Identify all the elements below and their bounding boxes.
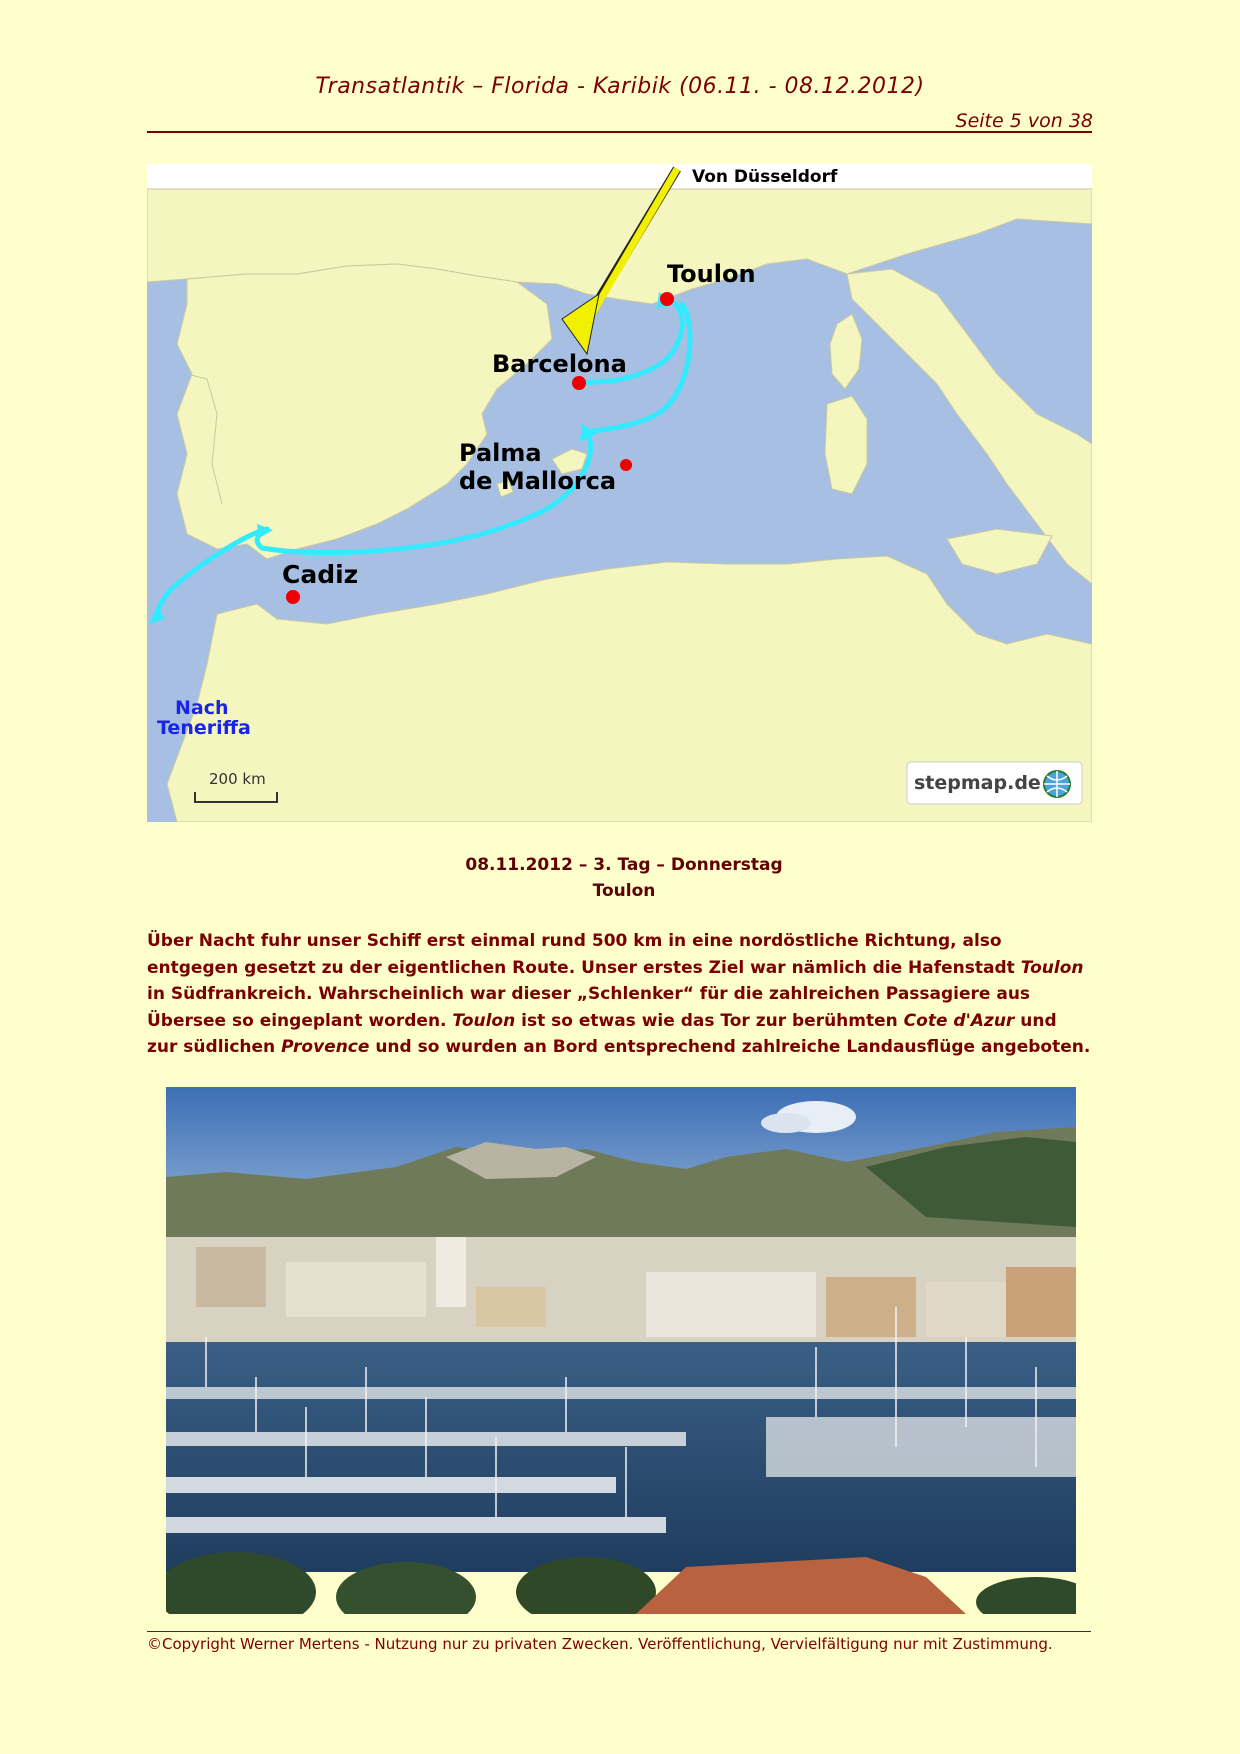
photo-building-3: [476, 1287, 546, 1327]
body-text-1: Über Nacht fuhr unser Schiff erst einmal rund 500 km in eine nordöstliche Richtung, also entgegen gesetzt zu der eigentlichen Route. Unser erstes Ziel war nämlich die Hafenstadt: [147, 931, 1021, 978]
route-map-svg: [147, 164, 1092, 822]
body-text-3: ist so etwas wie das Tor zur berühmten: [515, 1010, 904, 1031]
scale-label: 200 km: [209, 770, 266, 788]
document-title: Transatlantik – Florida - Karibik (06.11. - 08.12.2012): [315, 74, 925, 99]
label-de-mallorca: de Mallorca: [459, 467, 617, 495]
photo-building-7: [1006, 1267, 1076, 1337]
photo-building-2: [286, 1262, 426, 1317]
day-location-line: Toulon: [592, 881, 656, 901]
stepmap-label: stepmap.de: [914, 772, 1041, 794]
body-text-2: in Südfrankreich. Wahrscheinlich war dieser „Schlenker“ für die zahlreichen Passagiere aus Übersee so eingeplant worden.: [147, 984, 1031, 1031]
route-map: [147, 164, 1092, 822]
label-palma: Palma: [459, 439, 542, 467]
page-number: Seite 5 von 38: [955, 110, 1093, 132]
port-cadiz-dot: [286, 590, 300, 604]
toulon-photo-svg: [166, 1087, 1076, 1614]
label-cadiz: Cadiz: [282, 560, 359, 589]
header-divider: [147, 131, 1092, 133]
body-toulon-1: Toulon: [1020, 957, 1084, 978]
label-barcelona: Barcelona: [492, 350, 627, 378]
label-nach: Nach: [175, 697, 229, 719]
photo-boats-row-5: [166, 1517, 666, 1533]
map-header-strip: [147, 164, 1092, 189]
port-barcelona-dot: [572, 376, 586, 390]
label-teneriffa: Teneriffa: [157, 717, 251, 739]
photo-tree-4: [976, 1577, 1076, 1614]
label-toulon: Toulon: [667, 260, 756, 288]
copyright-footer: ©Copyright Werner Mertens - Nutzung nur zu privaten Zwecken. Veröffentlichung, Vervielfältigung nur mit Zustimmung.: [147, 1635, 1053, 1653]
photo-boats-row-3: [766, 1417, 1076, 1477]
photo-building-1: [196, 1247, 266, 1307]
photo-boats-row-4: [166, 1477, 616, 1493]
photo-boats-row-1: [166, 1387, 1076, 1399]
photo-building-4: [646, 1272, 816, 1337]
body-paragraph: [147, 928, 1092, 1061]
body-toulon-2: Toulon: [452, 1010, 516, 1031]
photo-building-6: [926, 1282, 1006, 1337]
body-text-5: und so wurden an Bord entsprechend zahlreiche Landausflüge angeboten.: [369, 1037, 1091, 1057]
day-date-line: 08.11.2012 – 3. Tag – Donnerstag: [465, 855, 783, 875]
photo-tower: [436, 1237, 466, 1307]
photo-cloud-2: [761, 1113, 811, 1133]
photo-building-5: [826, 1277, 916, 1337]
toulon-harbour-photo: [166, 1087, 1076, 1614]
port-toulon-dot: [660, 292, 674, 306]
body-cote-dazur: Cote d'Azur: [903, 1010, 1015, 1031]
body-text-4: und zur südlichen: [147, 1010, 1057, 1057]
day-heading: [0, 852, 1240, 904]
port-palma-dot: [620, 459, 632, 471]
body-provence: Provence: [281, 1037, 370, 1057]
label-dusseldorf: Von Düsseldorf: [692, 167, 838, 187]
